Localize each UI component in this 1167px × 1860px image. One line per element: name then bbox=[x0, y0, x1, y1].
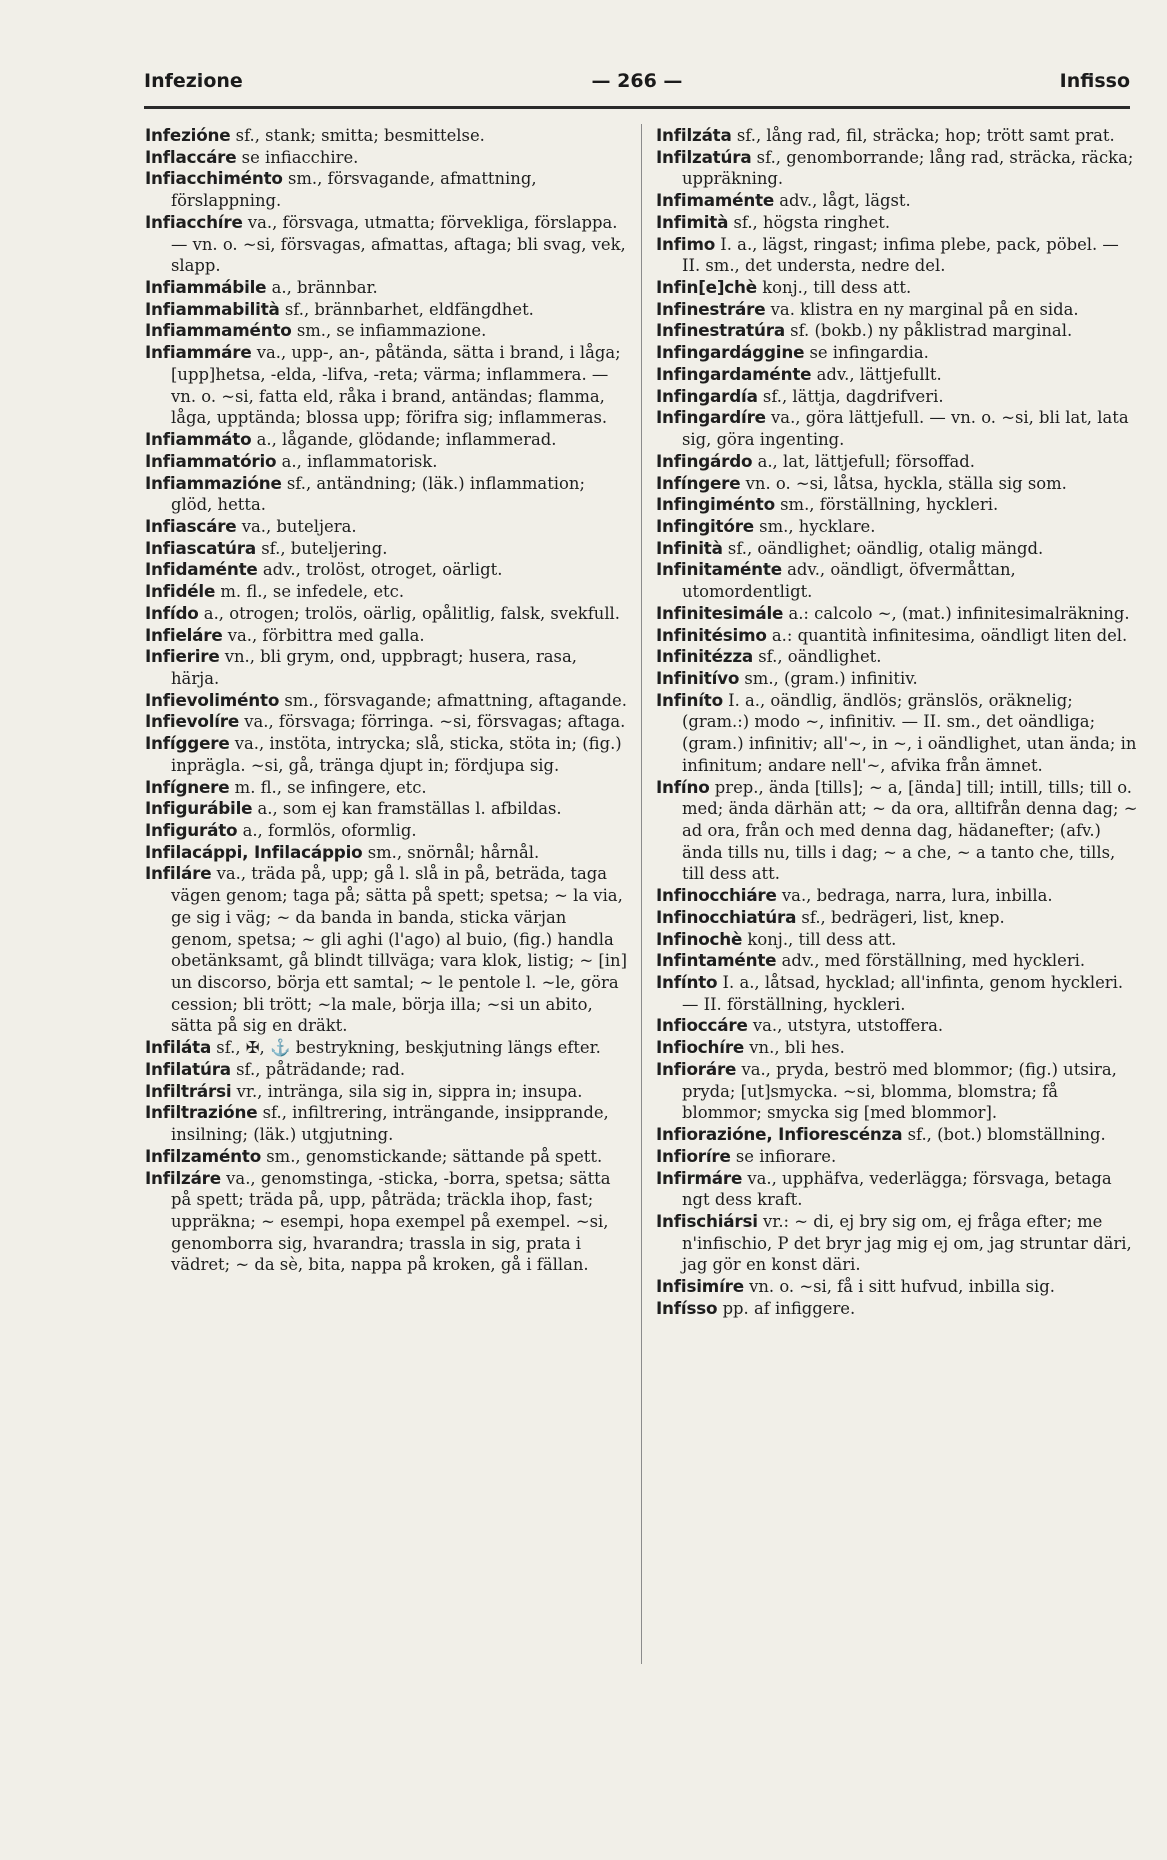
dictionary-entry bbox=[145, 625, 627, 647]
entry-definition: adv., lågt, lägst. bbox=[774, 191, 911, 211]
entry-headword: Infiammaménto bbox=[145, 320, 292, 341]
entry-headword: Infin[e]chè bbox=[656, 277, 757, 298]
dictionary-entry bbox=[145, 429, 627, 451]
entry-definition: vn., bli grym, ond, uppbragt; husera, rasa, härja. bbox=[171, 647, 577, 688]
entry-headword: Infínto bbox=[656, 972, 718, 993]
entry-headword: Infieláre bbox=[145, 624, 223, 645]
entry-definition: se infiorare. bbox=[730, 1146, 837, 1166]
entry-definition: sf. (bokb.) ny påklistrad marginal. bbox=[784, 321, 1073, 341]
dictionary-entry bbox=[145, 559, 627, 581]
entry-headword: Infiammáre bbox=[145, 342, 252, 363]
entry-definition: sf., buteljering. bbox=[256, 538, 388, 558]
dictionary-entry bbox=[656, 690, 1138, 777]
dictionary-entry bbox=[145, 125, 627, 147]
entry-headword: Infimo bbox=[656, 233, 716, 254]
dictionary-entry bbox=[145, 320, 627, 342]
entry-definition: sf., brännbarhet, eldfängdhet. bbox=[279, 299, 534, 319]
entry-definition: vn. o. ~si, låtsa, hyckla, ställa sig som. bbox=[740, 473, 1067, 493]
dictionary-entry bbox=[145, 1037, 627, 1059]
entry-definition: vr., inträngа, sila sig in, sippra in; insupa. bbox=[231, 1081, 583, 1101]
entry-definition: a.: quantità infinitesima, oändligt liten del. bbox=[766, 625, 1128, 645]
dictionary-entry bbox=[656, 950, 1138, 972]
entry-headword: Infinitaménte bbox=[656, 559, 782, 580]
entry-headword: Infíngere bbox=[656, 472, 741, 493]
entry-headword: Infiorazióne, Infiorescénza bbox=[656, 1124, 903, 1145]
entry-definition: sm., snörnål; hårnål. bbox=[362, 842, 540, 862]
dictionary-entry bbox=[656, 907, 1138, 929]
page-header bbox=[144, 70, 1130, 100]
entry-definition: sf., (bot.) blomställning. bbox=[902, 1125, 1106, 1145]
dictionary-entry bbox=[656, 559, 1138, 602]
entry-definition: a., som ej kan framställas l. afbildas. bbox=[252, 799, 562, 819]
entry-definition: sm., förställning, hyckleri. bbox=[774, 495, 999, 515]
entry-headword: Infingardíre bbox=[656, 407, 766, 428]
entry-definition: va., pryda, beströ med blommor; (fig.) utsira, pryda; [ut]smycka. ~si, blomma, blomstra; få blommor; smycka sig [med blommor]. bbox=[682, 1059, 1117, 1123]
dictionary-entry bbox=[656, 212, 1138, 234]
entry-definition: sm., se infiammazione. bbox=[291, 321, 487, 341]
entry-headword: Infingitóre bbox=[656, 515, 754, 536]
entry-definition: va., utstyra, utstoffera. bbox=[747, 1016, 944, 1036]
entry-headword: Infilzaménto bbox=[145, 1145, 262, 1166]
entry-headword: Infígnere bbox=[145, 776, 230, 797]
entry-headword: Infiammábile bbox=[145, 277, 267, 298]
entry-definition: sf., oändlighet; oändlig, otalig mängd. bbox=[722, 538, 1044, 558]
dictionary-entry bbox=[656, 1146, 1138, 1168]
entry-headword: Infiochíre bbox=[656, 1037, 745, 1058]
dictionary-entry bbox=[145, 842, 627, 864]
entry-headword: Inflaccáre bbox=[145, 146, 237, 167]
entry-definition: a., otrogen; trolös, oärlig, opålitlig, falsk, svekfull. bbox=[198, 603, 621, 623]
dictionary-entry bbox=[145, 212, 627, 277]
entry-definition: prep., ända [tills]; ~ a, [ända] till; intill, tills; till o. med; ända därhän att; ~ da ora, alltifrån denna dag; ~ ad ora, från och med denna dag, hädanefter; (afv.) ända tills nu, tills i dag; ~ a che, ~ a tanto che, tills, till dess att. bbox=[682, 777, 1138, 884]
entry-definition: konj., till dess att. bbox=[742, 929, 897, 949]
entry-definition: I. a., oändlig, ändlös; gränslös, oräknelig; (gram.:) modo ~, infinitiv. — II. sm., det oändliga; (gram.) infinitiv; all'~, in ~, i oändlighet, utan ända; in infinitum; andare nell'~, afvika från ämnet. bbox=[682, 690, 1137, 775]
dictionary-entry bbox=[145, 646, 627, 689]
entry-definition: I. a., låtsad, hycklad; all'infinta, genom hyckleri. — II. förställning, hyckleri. bbox=[682, 973, 1124, 1014]
entry-definition: va., buteljera. bbox=[236, 516, 357, 536]
entry-headword: Infingárdo bbox=[656, 450, 753, 471]
entry-definition: va., försvaga; förringa. ~si, försvagas; aftaga. bbox=[239, 712, 626, 732]
entry-definition: sf., stank; smitta; besmittelse. bbox=[230, 126, 485, 145]
entry-headword: Infíggere bbox=[145, 733, 230, 754]
page-number: — 266 — bbox=[591, 70, 683, 92]
entry-headword: Infimaménte bbox=[656, 190, 775, 211]
entry-headword: Infievolíre bbox=[145, 711, 240, 732]
entry-definition: sm., försvagande, afmattning, förslappning. bbox=[171, 169, 537, 211]
entry-headword: Infinitézza bbox=[656, 646, 754, 667]
entry-definition: m. fl., se infingere, etc. bbox=[229, 777, 427, 797]
dictionary-entry bbox=[145, 1059, 627, 1081]
entry-definition: sf., ✠, ⚓ bestrykning, beskjutning längs efter. bbox=[211, 1038, 601, 1058]
entry-definition: sm., genomstickande; sättande på spett. bbox=[261, 1146, 603, 1166]
entry-headword: Infiascáre bbox=[145, 515, 237, 536]
entry-headword: Infievoliménto bbox=[145, 689, 280, 710]
entry-definition: va., försvaga, utmatta; förvekliga, förslappa. — vn. o. ~si, försvagas, afmattas, aftaga; bli svag, vek, slapp. bbox=[171, 212, 626, 276]
entry-headword: Infiammabilità bbox=[145, 298, 280, 319]
entry-headword: Infinochè bbox=[656, 928, 743, 949]
entry-headword: Infingardaménte bbox=[656, 363, 812, 384]
dictionary-entry bbox=[145, 777, 627, 799]
entry-headword: Infilzatúra bbox=[656, 146, 752, 167]
dictionary-entry bbox=[145, 299, 627, 321]
header-rule bbox=[144, 106, 1130, 109]
dictionary-entry bbox=[145, 733, 627, 776]
entry-definition: a.: calcolo ~, (mat.) infinitesimalräkning. bbox=[783, 603, 1130, 623]
dictionary-entry bbox=[145, 147, 627, 169]
dictionary-entry bbox=[656, 407, 1138, 450]
dictionary-entry bbox=[656, 1124, 1138, 1146]
dictionary-entry bbox=[656, 451, 1138, 473]
entry-headword: Infinitésimo bbox=[656, 624, 767, 645]
entry-headword: Infintaménte bbox=[656, 950, 777, 971]
dictionary-entry bbox=[145, 516, 627, 538]
entry-definition: m. fl., se infedele, etc. bbox=[215, 582, 405, 602]
dictionary-entry bbox=[145, 581, 627, 603]
entry-headword: Infísso bbox=[656, 1297, 718, 1318]
dictionary-entry bbox=[656, 1037, 1138, 1059]
entry-headword: Infído bbox=[145, 602, 199, 623]
entry-headword: Infezióne bbox=[145, 125, 231, 145]
dictionary-entry bbox=[656, 538, 1138, 560]
dictionary-entry bbox=[656, 386, 1138, 408]
dictionary-entry bbox=[656, 777, 1138, 886]
entry-headword: Infiacchíre bbox=[145, 211, 243, 232]
entry-definition: sf., högsta ringhet. bbox=[728, 212, 891, 232]
entry-headword: Infilacáppi, Infilacáppio bbox=[145, 841, 363, 862]
dictionary-entry bbox=[656, 885, 1138, 907]
dictionary-entry bbox=[656, 516, 1138, 538]
entry-headword: Infioráre bbox=[656, 1058, 737, 1079]
entry-headword: Infierire bbox=[145, 646, 220, 667]
entry-headword: Infingardía bbox=[656, 385, 758, 406]
dictionary-entry bbox=[656, 125, 1138, 147]
entry-headword: Infiltrársi bbox=[145, 1080, 232, 1101]
entry-definition: a., inflammatorisk. bbox=[276, 451, 438, 471]
dictionary-entry bbox=[656, 1168, 1138, 1211]
dictionary-entry bbox=[145, 1168, 627, 1277]
entry-definition: sm., hycklare. bbox=[753, 516, 876, 536]
entry-headword: Infiguráto bbox=[145, 820, 238, 840]
dictionary-entry bbox=[145, 798, 627, 820]
dictionary-entry bbox=[656, 320, 1138, 342]
entry-definition: a., formlös, oformlig. bbox=[237, 821, 417, 840]
dictionary-entry bbox=[145, 603, 627, 625]
entry-definition: I. a., lägst, ringast; infima plebe, pack, pöbel. — II. sm., det understa, nedre del. bbox=[682, 234, 1119, 276]
entry-definition: pp. af infiggere. bbox=[717, 1298, 856, 1318]
entry-definition: a., lat, lättjefull; försoffad. bbox=[752, 451, 975, 471]
dictionary-entry bbox=[656, 234, 1138, 277]
entry-definition: sm., (gram.) infinitiv. bbox=[739, 668, 918, 688]
header-last-word: Infisso bbox=[1059, 70, 1130, 92]
dictionary-entry bbox=[145, 863, 627, 1037]
entry-headword: Infirmáre bbox=[656, 1167, 743, 1188]
entry-definition: adv., oändligt, öfvermåttan, utomordentligt. bbox=[682, 560, 1016, 602]
dictionary-entry bbox=[656, 364, 1138, 386]
entry-headword: Infiláta bbox=[145, 1037, 212, 1058]
entry-headword: Infilzáre bbox=[145, 1167, 221, 1188]
column-divider bbox=[641, 124, 642, 1664]
entry-definition: sf., lång rad, fil, sträcka; hop; trött samt prat. bbox=[731, 126, 1115, 145]
dictionary-entry bbox=[656, 342, 1138, 364]
entry-definition: konj., till dess att. bbox=[757, 278, 912, 298]
entry-headword: Infingardággine bbox=[656, 342, 805, 363]
dictionary-entry bbox=[656, 929, 1138, 951]
entry-definition: sf., påträdande; rad. bbox=[230, 1059, 406, 1079]
dictionary-entry bbox=[145, 277, 627, 299]
dictionary-entry bbox=[656, 1059, 1138, 1124]
dictionary-entry bbox=[145, 1081, 627, 1103]
dictionary-entry bbox=[656, 1276, 1138, 1298]
entry-headword: Infiníto bbox=[656, 689, 723, 710]
dictionary-entry bbox=[145, 1146, 627, 1168]
entry-definition: adv., lättjefullt. bbox=[811, 364, 942, 384]
entry-definition: adv., trolöst, otroget, oärligt. bbox=[257, 560, 503, 580]
entry-definition: vn., bli hes. bbox=[744, 1038, 845, 1058]
dictionary-entry bbox=[656, 494, 1138, 516]
entry-definition: va., instöta, intrycka; slå, sticka, stöta in; (fig.) inprägla. ~si, gå, tränga djupt in; fördjupa sig. bbox=[171, 734, 622, 775]
entry-headword: Infidéle bbox=[145, 581, 216, 602]
dictionary-entry bbox=[656, 299, 1138, 321]
dictionary-entry bbox=[656, 1015, 1138, 1037]
entry-headword: Infinitesimále bbox=[656, 602, 784, 623]
entry-definition: adv., med förställning, med hyckleri. bbox=[776, 951, 1086, 971]
dictionary-entry bbox=[656, 972, 1138, 1015]
entry-definition: va. klistra en ny marginal på en sida. bbox=[765, 299, 1079, 319]
entry-definition: vn. o. ~si, få i sitt hufvud, inbilla sig. bbox=[743, 1277, 1055, 1297]
dictionary-entry bbox=[145, 451, 627, 473]
entry-definition: se infingardia. bbox=[804, 343, 929, 363]
entry-definition: va., genomstinga, -sticka, -borra, spetsa; sätta på spett; träda på, upp, påträda; träckla ihop, fast; uppräkna; ~ esempi, hopa exempel på exempel. ~si, genomborra sig, hvarandra; trassla in sig, prata i vädret; ~ da sè, bita, nappa på kroken, gå i fällan. bbox=[171, 1168, 611, 1275]
entry-definition: va., bedraga, narra, lura, inbilla. bbox=[776, 886, 1053, 906]
dictionary-entry bbox=[145, 538, 627, 560]
entry-definition: vr.: ~ di, ej bry sig om, ej fråga efter; me n'infischio, P det bryr jag mig ej om, jag struntar däri, jag gör en konst däri. bbox=[682, 1211, 1132, 1275]
dictionary-entry bbox=[656, 668, 1138, 690]
entry-headword: Infisimíre bbox=[656, 1276, 744, 1297]
dictionary-entry bbox=[656, 147, 1138, 190]
entry-definition: se infiacchire. bbox=[236, 147, 359, 167]
dictionary-entry bbox=[145, 168, 627, 211]
dictionary-entry bbox=[145, 473, 627, 516]
entry-headword: Infischiársi bbox=[656, 1210, 758, 1231]
dictionary-entry bbox=[656, 603, 1138, 625]
dictionary-entry bbox=[656, 1298, 1138, 1320]
entry-headword: Infíno bbox=[656, 776, 710, 797]
entry-definition: a., lågande, glödande; inflammerad. bbox=[251, 430, 557, 450]
entry-headword: Infinitívo bbox=[656, 667, 740, 688]
left-column bbox=[145, 125, 627, 1276]
entry-headword: Infinocchiáre bbox=[656, 885, 777, 906]
entry-definition: va., träda på, upp; gå l. slå in på, beträda, taga vägen genom; taga på; sätta på spett; spetsa; ~ la via, ge sig i väg; ~ da banda in banda, sticka värjan genom, spetsa; ~ gli aghi (l'ago) al buio, (fig.) handla obetänksamt, gå blindt tillväga; vara klok, listig; ~ [in] un discorso, börja ett samtal; ~ le pentole l. ~le, göra cession; bli trött; ~la male, börja illa; ~si un abito, sätta på sig en dräkt. bbox=[171, 864, 628, 1036]
entry-definition: sf., genomborrande; lång rad, sträcka, räcka; uppräkning. bbox=[682, 147, 1134, 189]
dictionary-entry bbox=[145, 820, 627, 842]
header-first-word: Infezione bbox=[144, 70, 243, 92]
entry-headword: Infidaménte bbox=[145, 559, 258, 580]
dictionary-entry bbox=[656, 190, 1138, 212]
entry-headword: Infiammáto bbox=[145, 429, 252, 450]
entry-definition: va., upp-, an-, påtända, sätta i brand, i låga; [upp]hetsa, -elda, -lifva, -reta; värma; inflammera. — vn. o. ~si, fatta eld, råka i brand, antändas; flamma, låga, upptända; blossa upp; förifra sig; inflammeras. bbox=[171, 343, 621, 428]
entry-headword: Infiacchiménto bbox=[145, 168, 283, 189]
dictionary-entry bbox=[656, 1211, 1138, 1276]
entry-definition: va., förbittra med galla. bbox=[222, 625, 425, 645]
entry-headword: Infilatúra bbox=[145, 1058, 231, 1079]
entry-headword: Infiláre bbox=[145, 863, 212, 884]
dictionary-entry bbox=[145, 711, 627, 733]
dictionary-entry bbox=[656, 473, 1138, 495]
entry-headword: Infiltrazióne bbox=[145, 1102, 258, 1123]
entry-headword: Infinocchiatúra bbox=[656, 906, 797, 927]
entry-headword: Infigurábile bbox=[145, 798, 253, 819]
entry-definition: a., brännbar. bbox=[266, 278, 378, 298]
right-column bbox=[656, 125, 1138, 1320]
dictionary-entry bbox=[656, 625, 1138, 647]
entry-headword: Infingiménto bbox=[656, 494, 775, 515]
entry-headword: Infiammatório bbox=[145, 450, 277, 471]
entry-headword: Infilzáta bbox=[656, 125, 732, 145]
dictionary-entry bbox=[656, 646, 1138, 668]
entry-headword: Infioccáre bbox=[656, 1015, 748, 1036]
entry-definition: sm., försvagande; afmattning, aftagande. bbox=[279, 690, 627, 710]
entry-definition: va., göra lättjefull. — vn. o. ~si, bli lat, lata sig, göra ingenting. bbox=[682, 408, 1129, 450]
entry-headword: Infiascatúra bbox=[145, 537, 256, 558]
dictionary-entry bbox=[656, 277, 1138, 299]
dictionary-entry bbox=[145, 690, 627, 712]
entry-headword: Infiammazióne bbox=[145, 472, 282, 493]
dictionary-entry bbox=[145, 1102, 627, 1145]
entry-definition: sf., bedrägeri, list, knep. bbox=[796, 907, 1005, 927]
entry-definition: sf., infiltrering, inträngande, insipprande, insilning; (läk.) utgjutning. bbox=[171, 1103, 609, 1145]
entry-definition: sf., oändlighet. bbox=[753, 647, 882, 667]
dictionary-entry bbox=[145, 342, 627, 429]
entry-headword: Infinità bbox=[656, 537, 723, 558]
entry-headword: Infinestráre bbox=[656, 298, 766, 319]
entry-definition: sf., lättja, dagdrifveri. bbox=[757, 386, 944, 406]
entry-definition: va., upphäfva, vederlägga; försvaga, betaga ngt dess kraft. bbox=[682, 1168, 1112, 1210]
entry-headword: Infioríre bbox=[656, 1145, 731, 1166]
entry-headword: Infinestratúra bbox=[656, 320, 785, 341]
entry-headword: Infimità bbox=[656, 211, 729, 232]
entry-definition: sf., antändning; (läk.) inflammation; glöd, hetta. bbox=[171, 473, 585, 515]
